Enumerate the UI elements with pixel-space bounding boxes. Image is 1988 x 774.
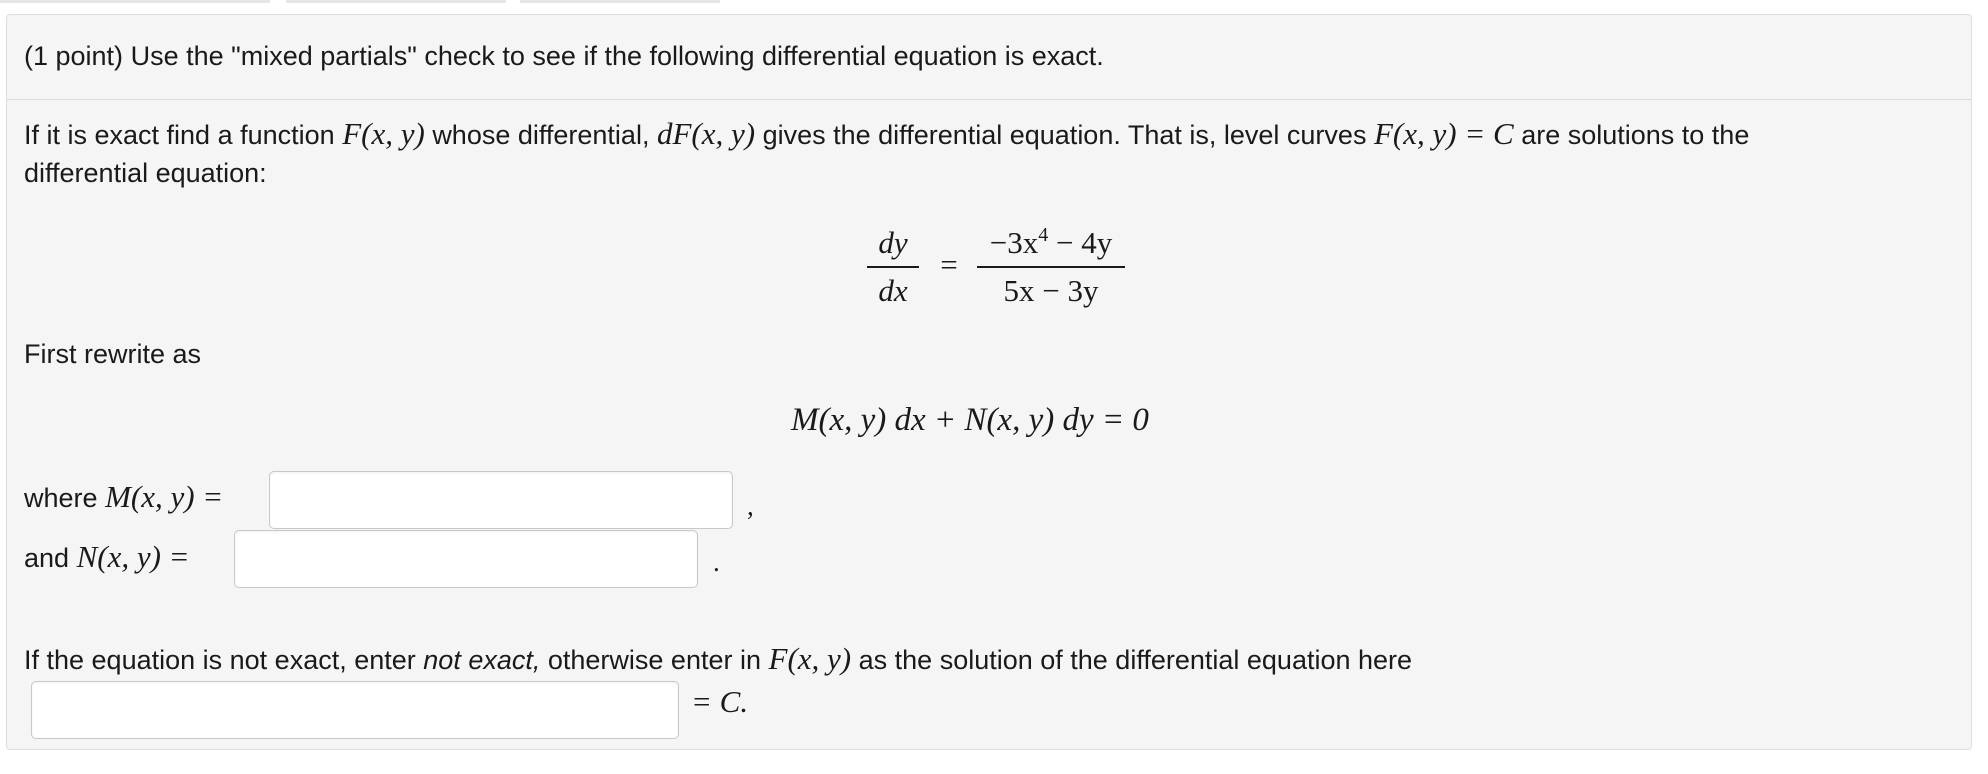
level-curve-equation: F(x, y) = C bbox=[1373, 116, 1514, 151]
final-text: as the solution of the differential equation here bbox=[858, 645, 1413, 675]
instruction-text: If it is exact find a function bbox=[24, 120, 335, 150]
rhs-num-b: − 4y bbox=[1048, 225, 1113, 260]
lhs-numerator: dy bbox=[878, 225, 908, 260]
n-input[interactable] bbox=[234, 530, 698, 588]
final-text: otherwise enter in bbox=[547, 645, 761, 675]
rhs-numerator bbox=[977, 225, 1125, 261]
instruction-text: gives the differential equation. That is, level curves bbox=[762, 120, 1367, 150]
final-instructions bbox=[24, 642, 1412, 677]
exact-instructions bbox=[24, 117, 1749, 152]
points-label: (1 point) bbox=[24, 41, 124, 71]
instruction-text: are solutions to the bbox=[1521, 120, 1750, 150]
equals-text: = bbox=[940, 247, 958, 282]
m-input[interactable] bbox=[269, 471, 733, 529]
m-label: M(x, y) = bbox=[105, 479, 224, 514]
problem-intro bbox=[24, 39, 1104, 73]
fraction-bar bbox=[867, 266, 919, 268]
rhs-num-exponent: 4 bbox=[1038, 224, 1049, 246]
rhs-num-a: −3x bbox=[989, 225, 1039, 260]
divider bbox=[7, 99, 1971, 100]
tab-strip bbox=[0, 0, 1988, 14]
function-F: F(x, y) bbox=[342, 116, 425, 151]
problem-card bbox=[6, 14, 1972, 750]
instruction-text: whose differential, bbox=[432, 120, 650, 150]
where-label: where bbox=[24, 483, 98, 513]
and-label: and bbox=[24, 543, 70, 573]
n-label: N(x, y) = bbox=[76, 539, 190, 574]
solution-suffix: = C. bbox=[691, 684, 749, 719]
solution-input[interactable] bbox=[31, 681, 679, 739]
not-exact-keyword: not exact, bbox=[423, 645, 541, 675]
instruction-line-2: differential equation: bbox=[24, 158, 267, 188]
n-row bbox=[24, 540, 190, 575]
final-text: If the equation is not exact, enter bbox=[24, 645, 416, 675]
rhs-fraction bbox=[977, 225, 1125, 309]
rhs-denominator: 5x − 3y bbox=[1003, 273, 1099, 308]
n-period: . bbox=[713, 547, 720, 577]
tab-stub bbox=[0, 0, 270, 3]
m-row bbox=[24, 480, 223, 515]
equals-sign bbox=[929, 247, 969, 283]
rewrite-equation: M(x, y) dx + N(x, y) dy = 0 bbox=[791, 402, 1149, 438]
tab-stub bbox=[520, 0, 720, 3]
differential-dF: dF(x, y) bbox=[656, 116, 756, 151]
rewrite-label: First rewrite as bbox=[24, 339, 202, 369]
intro-text: Use the "mixed partials" check to see if the following differential equation is exact. bbox=[130, 41, 1104, 71]
m-comma: , bbox=[747, 491, 754, 521]
lhs-denominator: dx bbox=[878, 273, 908, 308]
tab-stub bbox=[286, 0, 506, 3]
lhs-fraction bbox=[867, 225, 919, 309]
fraction-bar bbox=[977, 266, 1125, 268]
function-F: F(x, y) bbox=[768, 641, 852, 676]
